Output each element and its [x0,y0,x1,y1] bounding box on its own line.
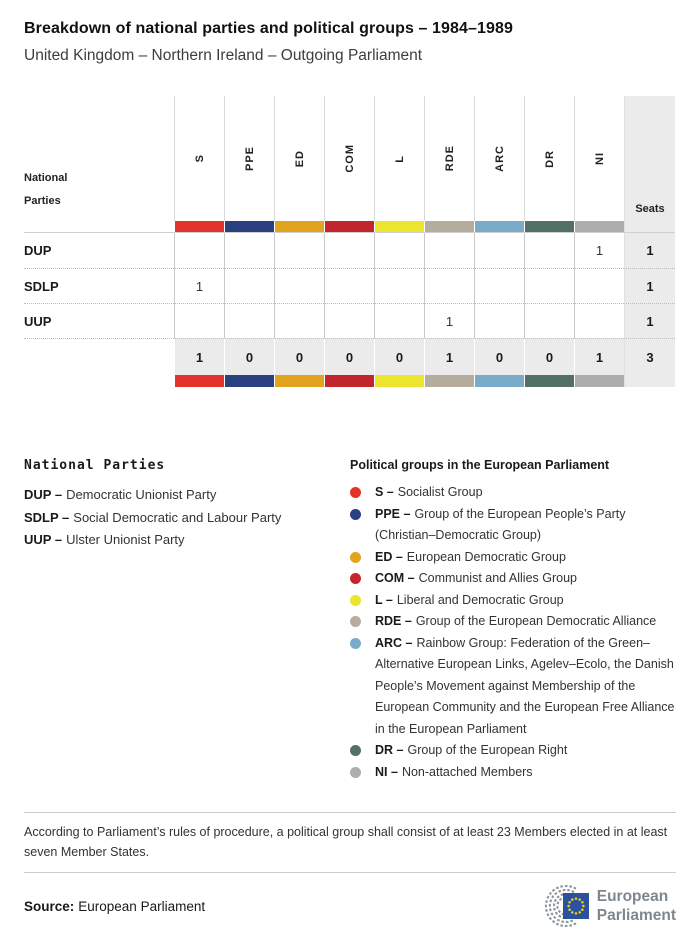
seats-value: 1 [624,268,675,303]
group-color-dot-ppe [350,509,361,520]
table-cell: 1 [174,268,224,303]
table-cell [374,268,424,303]
group-color-bar-rde [424,375,474,387]
source-value: European Parliament [78,898,206,914]
table-cell [574,303,624,338]
political-groups-legend [350,458,676,783]
total-cell: 0 [524,338,574,375]
table-cell [274,268,324,303]
legend-group-item: ED – European Democratic Group [350,547,676,569]
column-header-ed: ED [274,96,324,221]
legend-group-item: DR – Group of the European Right [350,740,676,762]
table-cell [474,233,524,268]
column-header-dr: DR [524,96,574,221]
table-cell [474,268,524,303]
national-parties-legend-title: National Parties [24,458,166,473]
table-cell [274,233,324,268]
total-cell: 1 [424,338,474,375]
logo-wordmark: European Parliament [596,888,676,924]
group-color-bar-com [324,221,374,233]
table-cell [524,233,574,268]
table-cell [224,233,274,268]
total-cell: 1 [574,338,624,375]
total-cell: 0 [374,338,424,375]
group-color-bar-l [374,375,424,387]
seats-table [24,96,676,387]
column-header-ppe: PPE [224,96,274,221]
party-label: DUP [24,243,52,258]
hemicycle-flag-icon [539,884,589,928]
source-row [24,884,676,928]
group-color-bar-ed [274,375,324,387]
table-cell [524,268,574,303]
table-cell: 1 [574,233,624,268]
totals-row-spacer [24,338,174,375]
table-cell [424,233,474,268]
group-color-bar-ni [574,375,624,387]
legend-group-item: L – Liberal and Democratic Group [350,590,676,612]
group-color-bar-arc [474,221,524,233]
legend-group-item: NI – Non-attached Members [350,762,676,784]
total-seats-value: 3 [624,338,675,375]
column-header-l: L [374,96,424,221]
legend-party-item: DUP – Democratic Unionist Party [24,487,217,502]
column-header-arc: ARC [474,96,524,221]
group-color-bar-ppe [224,375,274,387]
group-color-dot-dr [350,745,361,756]
legend-group-item: COM – Communist and Allies Group [350,568,676,590]
source-text [24,899,205,914]
color-bar-spacer [24,221,174,233]
group-color-dot-arc [350,638,361,649]
group-color-dot-ni [350,767,361,778]
column-header-s: S [174,96,224,221]
seats-column-bar-spacer [624,375,675,387]
table-cell [374,233,424,268]
table-cell [274,303,324,338]
seats-column-header: Seats [624,96,675,221]
legend-section [24,458,676,783]
table-cell [324,303,374,338]
group-color-bar-l [374,221,424,233]
legend-party-item: UUP – Ulster Unionist Party [24,532,185,547]
total-cell: 0 [324,338,374,375]
group-color-bar-s [174,375,224,387]
color-bar-spacer [24,375,174,387]
table-cell [324,233,374,268]
seats-column-bar-spacer [624,221,675,233]
total-cell: 0 [224,338,274,375]
group-color-dot-com [350,573,361,584]
divider [24,872,676,873]
seats-value: 1 [624,233,675,268]
group-color-dot-s [350,487,361,498]
group-color-bar-arc [474,375,524,387]
table-cell [324,268,374,303]
group-color-dot-rde [350,616,361,627]
table-cell [474,303,524,338]
table-cell [174,233,224,268]
party-label: UUP [24,303,174,338]
table-cell [374,303,424,338]
legend-party-item: SDLP – Social Democratic and Labour Party [24,509,282,525]
group-color-dot-ed [350,552,361,563]
table-cell [224,303,274,338]
table-cell [174,303,224,338]
footnote-text: According to Parliament’s rules of procedure, a political group shall consist of at least 23 Members elected in at least seven Member States. [24,825,668,859]
total-cell: 0 [474,338,524,375]
group-color-bar-com [324,375,374,387]
total-cell: 1 [174,338,224,375]
page-title: Breakdown of national parties and political groups – 1984–1989 [24,20,514,37]
legend-group-item: RDE – Group of the European Democratic Alliance [350,611,676,633]
national-parties-legend [24,458,350,783]
group-color-bar-s [174,221,224,233]
page-subtitle: United Kingdom – Northern Ireland – Outgoing Parliament [24,47,423,64]
table-cell [574,268,624,303]
total-cell: 0 [274,338,324,375]
european-parliament-logo [539,884,676,928]
table-cell: 1 [424,303,474,338]
party-label: SDLP [24,268,174,303]
group-color-bar-dr [524,221,574,233]
row-header-label [24,96,174,221]
group-color-bar-dr [524,375,574,387]
table-cell [224,268,274,303]
column-header-com: COM [324,96,374,221]
group-color-bar-rde [424,221,474,233]
group-color-bar-ed [274,221,324,233]
column-header-rde: RDE [424,96,474,221]
column-header-ni: NI [574,96,624,221]
table-cell [424,268,474,303]
table-cell [524,303,574,338]
group-color-bar-ppe [224,221,274,233]
legend-group-item: S – Socialist Group [350,482,676,504]
group-color-bar-ni [574,221,624,233]
legend-group-item: PPE – Group of the European People’s Party (Christian–Democratic Group) [350,504,676,547]
group-color-dot-l [350,595,361,606]
row-header-line2: Parties [24,194,61,207]
political-groups-legend-title: Political groups in the European Parliament [350,458,610,472]
source-label: Source: [24,898,75,914]
row-header-line1: National [24,171,68,184]
legend-group-item: ARC – Rainbow Group: Federation of the Green–Alternative European Links, Agelev–Ecolo, the Danish People’s Movement against Membership of the European Community and the European Free Alliance in the European Parliament [350,633,676,741]
seats-value: 1 [624,303,675,338]
